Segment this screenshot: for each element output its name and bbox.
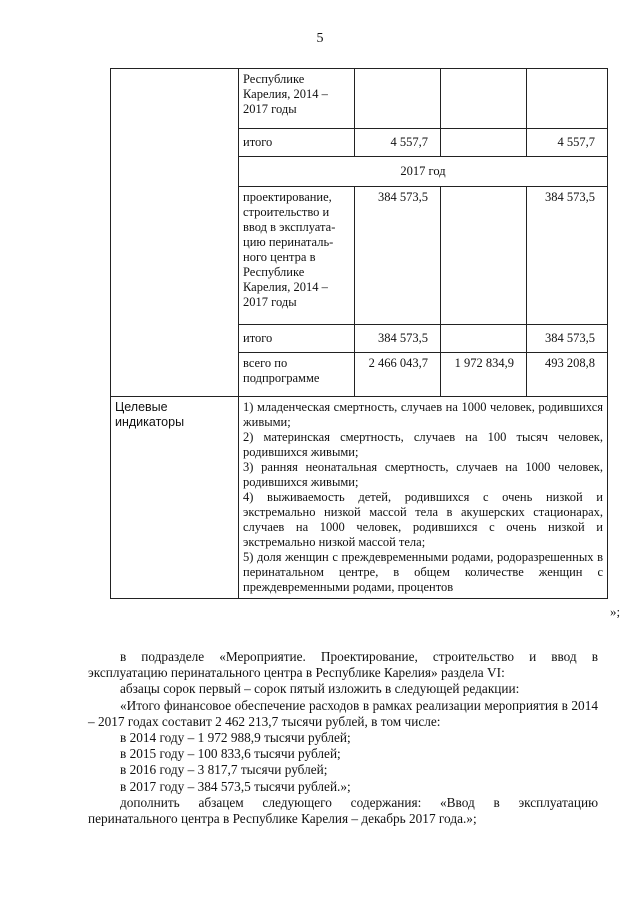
indicators-label: Целевые индикаторы [111,397,239,599]
desc-cell: Республике Карелия, 2014 – 2017 годы [239,69,355,129]
left-empty-cell [111,69,239,397]
body-text [88,649,598,827]
paragraph: «Итого финансовое обеспечение расходов в рамках реализации мероприятия в 2014 – 2017 годах составит 2 462 213,7 тысячи рублей, в том числе: [88,697,598,729]
list-item: 2) материнская смертность, случаев на 100 тысяч человек, родившихся живыми; [243,430,603,459]
indicators-list [239,397,608,599]
value-cell: 384 573,5 [355,187,441,325]
desc-cell: итого [239,325,355,353]
year-header: 2017 год [239,157,608,187]
desc-cell: всего по подпрограмме [239,353,355,397]
list-item: 3) ранняя неонатальная смертность, случаев на 1000 человек, родившихся живыми; [243,460,603,489]
desc-cell: итого [239,129,355,157]
list-item: 1) младенческая смертность, случаев на 1000 человек, родившихся живыми; [243,400,603,429]
value-cell: 2 466 043,7 [355,353,441,397]
list-item: 5) доля женщин с преждевременными родами, родоразрешенных в перинатальном центре, в общем количестве женщин с преждевременными родами, процентов [243,550,603,594]
page-number: 5 [316,31,324,46]
table-row [111,397,608,599]
paragraph: в 2015 году – 100 833,6 тысячи рублей; [120,746,341,762]
value-cell: 384 573,5 [527,325,608,353]
table-row [111,69,608,129]
value-cell: 384 573,5 [527,187,608,325]
value-cell [441,187,527,325]
desc-cell: проектирование, строительство и ввод в эксплуата-цию перинаталь-ного центра в Республике Карелия, 2014 – 2017 годы [239,187,355,325]
list-item: 4) выживаемость детей, родившихся с очень низкой и экстремально низкой массой тела в акушерских стационарах, случаев на 1000 человек, родившихся с очень низкой и экстремально низкой массой тела; [243,490,603,549]
value-cell: 4 557,7 [355,129,441,157]
subprogram-table [110,68,607,599]
paragraph: в 2016 году – 3 817,7 тысячи рублей; [120,762,328,778]
closing-quote: »; [610,604,621,619]
paragraph: в подразделе «Мероприятие. Проектирование, строительство и ввод в эксплуатацию перинатального центра в Республике Карелия» раздела VI: [88,649,598,681]
paragraph: абзацы сорок первый – сорок пятый изложить в следующей редакции: [120,681,520,697]
value-cell: 4 557,7 [527,129,608,157]
value-cell [441,129,527,157]
value-cell: 384 573,5 [355,325,441,353]
value-cell: 1 972 834,9 [441,353,527,397]
value-cell [441,325,527,353]
paragraph: дополнить абзацем следующего содержания: «Ввод в эксплуатацию перинатального центра в Республике Карелия – декабрь 2017 года.»; [88,794,598,827]
value-cell: 493 208,8 [527,353,608,397]
paragraph: в 2017 году – 384 573,5 тысячи рублей.»; [120,778,351,794]
paragraph: в 2014 году – 1 972 988,9 тысячи рублей; [120,730,351,746]
